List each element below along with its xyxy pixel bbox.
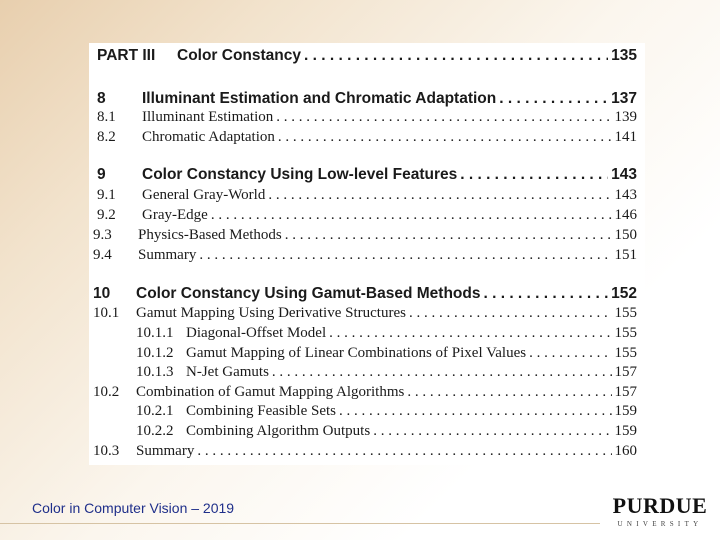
- page-number: 139: [614, 109, 637, 125]
- dot-leader: [211, 207, 612, 224]
- purdue-logo: [610, 495, 710, 528]
- toc-entry: [89, 90, 645, 110]
- section-number: 8: [97, 90, 106, 107]
- section-number: 10.2.1: [136, 403, 174, 419]
- page-number: 146: [614, 207, 637, 223]
- page-number: 143: [614, 187, 637, 203]
- toc-entry: [89, 129, 645, 149]
- page-number: 155: [614, 325, 637, 341]
- page-number: 155: [614, 305, 637, 321]
- toc-entry: [89, 227, 645, 247]
- page-number: 150: [614, 227, 637, 243]
- dot-leader: [268, 187, 611, 204]
- section-title: Gray-Edge: [142, 207, 208, 223]
- section-title: General Gray-World: [142, 187, 266, 203]
- toc-entry: [89, 166, 645, 186]
- section-title: Summary: [138, 247, 197, 263]
- toc-entry: [89, 247, 645, 267]
- toc-entry: [89, 47, 645, 67]
- section-number: 8.2: [97, 129, 116, 145]
- section-title: Color Constancy Using Low-level Features: [142, 166, 458, 183]
- section-number: 10.1: [93, 305, 120, 321]
- dot-leader: [199, 247, 611, 264]
- dot-leader: [499, 90, 608, 108]
- section-number: 9.4: [93, 247, 112, 263]
- section-title: Chromatic Adaptation: [142, 129, 275, 145]
- footer-divider: [0, 523, 600, 524]
- section-number: PART III: [97, 47, 156, 64]
- section-title: N-Jet Gamuts: [186, 364, 269, 380]
- section-number: 9.1: [97, 187, 116, 203]
- page-number: 157: [614, 384, 637, 400]
- page-number: 159: [614, 423, 637, 439]
- section-title: Combining Feasible Sets: [186, 403, 336, 419]
- section-number: 10.2: [93, 384, 120, 400]
- toc-entry: [89, 207, 645, 227]
- dot-leader: [276, 109, 611, 126]
- presentation-title: Color in Computer Vision – 2019: [32, 500, 235, 516]
- toc-entry: [89, 384, 645, 404]
- section-number: 10.2.2: [136, 423, 174, 439]
- toc-entry: [89, 187, 645, 207]
- page-number: 143: [611, 166, 637, 183]
- section-title: Illuminant Estimation and Chromatic Adaptation: [142, 90, 497, 107]
- toc-entry: [89, 305, 645, 325]
- dot-leader: [529, 345, 611, 362]
- toc-entry: [89, 325, 645, 345]
- section-title: Combination of Gamut Mapping Algorithms: [136, 384, 405, 400]
- toc-entry: [89, 423, 645, 443]
- toc-panel: [89, 43, 645, 465]
- page-number: 155: [614, 345, 637, 361]
- toc-entry: [89, 345, 645, 365]
- section-number: 10.1.1: [136, 325, 174, 341]
- section-number: 9.2: [97, 207, 116, 223]
- dot-leader: [483, 285, 608, 303]
- dot-leader: [285, 227, 612, 244]
- page-number: 157: [614, 364, 637, 380]
- section-number: 10.3: [93, 443, 120, 459]
- logo-subtitle: UNIVERSITY: [617, 520, 703, 528]
- section-number: 10.1.2: [136, 345, 174, 361]
- section-title: Color Constancy Using Gamut-Based Methods: [136, 285, 481, 302]
- section-title: Color Constancy: [177, 47, 302, 64]
- dot-leader: [373, 423, 611, 440]
- dot-leader: [329, 325, 611, 342]
- toc-entry: [89, 109, 645, 129]
- toc-entry: [89, 364, 645, 384]
- page-number: 152: [611, 285, 637, 302]
- page-number: 137: [611, 90, 637, 107]
- toc-entry: [89, 443, 645, 463]
- toc-entry: [89, 285, 645, 305]
- dot-leader: [272, 364, 612, 381]
- section-number: 8.1: [97, 109, 116, 125]
- section-title: Gamut Mapping of Linear Combinations of Pixel Values: [186, 345, 527, 361]
- dot-leader: [278, 129, 612, 146]
- section-number: 9.3: [93, 227, 112, 243]
- toc-entry: [89, 403, 645, 423]
- page-number: 141: [614, 129, 637, 145]
- dot-leader: [460, 166, 608, 184]
- dot-leader: [407, 384, 611, 401]
- section-title: Physics-Based Methods: [138, 227, 282, 243]
- page-number: 135: [611, 47, 637, 64]
- section-title: Illuminant Estimation: [142, 109, 274, 125]
- page-number: 151: [614, 247, 637, 263]
- section-number: 9: [97, 166, 106, 183]
- section-number: 10.1.3: [136, 364, 174, 380]
- dot-leader: [409, 305, 612, 322]
- dot-leader: [339, 403, 612, 420]
- dot-leader: [197, 443, 611, 460]
- dot-leader: [304, 47, 608, 65]
- page-number: 160: [614, 443, 637, 459]
- section-number: 10: [93, 285, 111, 302]
- section-title: Summary: [136, 443, 195, 459]
- logo-wordmark: PURDUE: [612, 493, 708, 518]
- page-number: 159: [614, 403, 637, 419]
- section-title: Gamut Mapping Using Derivative Structures: [136, 305, 406, 321]
- section-title: Diagonal-Offset Model: [186, 325, 327, 341]
- section-title: Combining Algorithm Outputs: [186, 423, 371, 439]
